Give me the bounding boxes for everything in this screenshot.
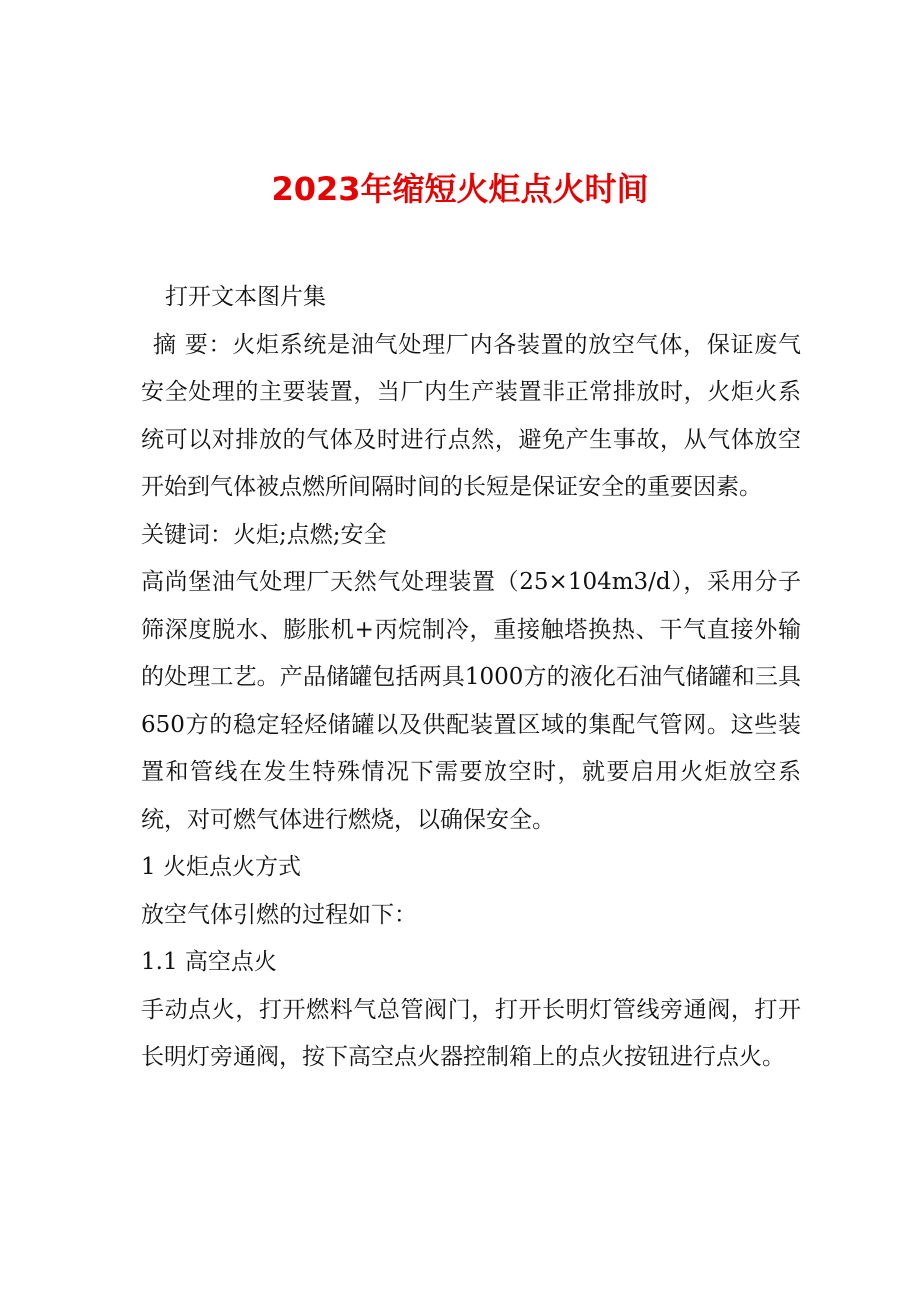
keywords-line: 关键词：火炬;点燃;安全 bbox=[141, 521, 387, 548]
abstract-paragraph bbox=[141, 322, 801, 512]
paragraph-intro: 高尚堡油气处理厂天然气处理装置（25×104m3/d），采用分子筛深度脱水、膨胀机+丙烷制冷，重接触塔换热、干气直接外输的处理工艺。产品储罐包括两具1000方的液化石油气储罐和三具650方的稳定轻烃储罐以及供配装置区域的集配气管网。这些装置和管线在发生特殊情况下需要放空时，就要启用火炬放空系统，对可燃气体进行燃烧，以确保安全。 bbox=[141, 569, 801, 833]
paragraph-high-altitude-ignition: 手动点火，打开燃料气总管阀门，打开长明灯管线旁通阀，打开长明灯旁通阀，按下高空点火器控制箱上的点火按钮进行点火。 bbox=[141, 996, 801, 1070]
document-body bbox=[141, 274, 801, 1082]
abstract-label: 摘 要： bbox=[153, 331, 233, 358]
paragraph-ignition-process: 放空气体引燃的过程如下： bbox=[141, 901, 417, 928]
section-heading-1: 1 火炬点火方式 bbox=[141, 854, 301, 880]
page-title: 2023年缩短火炬点火时间 bbox=[271, 170, 649, 209]
section-heading-1-1: 1.1 高空点火 bbox=[141, 949, 277, 975]
abstract-text: 火炬系统是油气处理厂内各装置的放空气体，保证废气安全处理的主要装置，当厂内生产装置非正常排放时，火炬火系统可以对排放的气体及时进行点然，避免产生事故，从气体放空开始到气体被点燃所间隔时间的长短是保证安全的重要因素。 bbox=[141, 331, 802, 500]
open-image-gallery-link[interactable]: 打开文本图片集 bbox=[165, 284, 326, 310]
